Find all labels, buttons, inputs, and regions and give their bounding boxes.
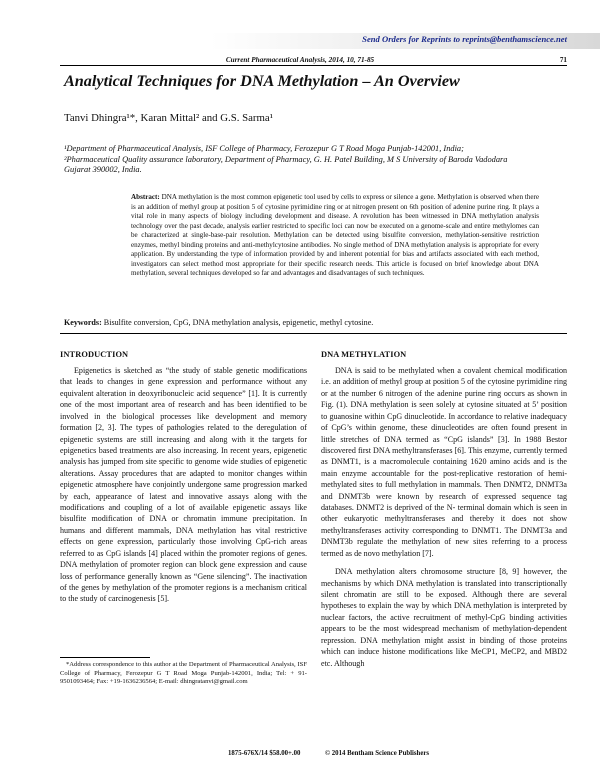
reprint-notice[interactable]: Send Orders for Reprints to reprints@benthamscience.net [362, 34, 567, 44]
paragraph: DNA methylation alters chromosome structure [8, 9] however, the mechanisms by which DNA methylation is translated into transcriptionally silent chromatin are still to be exposed. Although there are several hypotheses to explain the way by which DNA methylation is interpreted by nuclear factors, the active recruitment of methyl-CpG binding activities appears to be the most widespread mechanism of methylation-dependent repression. DNA methylation might assist in binding of those proteins which can induce histone modifications like MeCP1, MeCP2, and MBD2 etc. Although [321, 567, 567, 668]
abstract-divider [60, 333, 567, 334]
keywords [64, 318, 544, 327]
header-divider [60, 65, 567, 66]
abstract-text: DNA methylation is the most common epigenetic tool used by cells to express or silence a gene. Methylation is observed when there is an addition of methyl group at position 5 of cytosine pyrimidine ring or at nitrogen present on 6th position of adenine purine ring. It plays a vital role in many aspects of biology including development and disease. A revolution has been witnessed in DNA methylation analysis technology over the past decade, analysis earlier restricted to specific loci can now be executed on a genome-scale and entire methylomes can be characterized at single-base-pair resolution. Methylation can be detected using bisulfite conversion, methylation-sensitive restriction enzymes, methyl binding proteins and anti-methylcytosine antibodies. No single method of DNA methylation analysis is appropriate for every application. By understanding the type of information provided by and inherent potential for bias and artifacts associated with each method, investigators can select method most appropriate for their specific research needs. This article is focused on brief knowledge about DNA methylation, several techniques developed so far and advantages and disadvantages of such techniques. [131, 193, 539, 278]
keywords-text: Bisulfite conversion, CpG, DNA methylation analysis, epigenetic, methyl cytosine. [103, 318, 374, 327]
left-column-body [60, 365, 307, 605]
footnote-text: *Address correspondence to this author at the Department of Pharmaceutical Analysis, ISF College of Pharmacy, Ferozepur G T Road Moga Punjab-142001, India; Tel: + 91-9501093464; Fax: +19-1636236564; E-mail: dhingratanvi@gmail.com [60, 661, 307, 686]
section-heading-dna-methylation: DNA METHYLATION [321, 350, 407, 359]
page-number: 71 [559, 56, 567, 64]
article-title: Analytical Techniques for DNA Methylation – An Overview [64, 72, 460, 90]
abstract-label: Abstract: [131, 193, 160, 201]
footnote-rule [60, 657, 150, 658]
author-list: Tanvi Dhingra¹*, Karan Mittal² and G.S. Sarma¹ [64, 112, 273, 124]
paragraph: Epigenetics is sketched as “the study of stable genetic modifications that leads to changes in gene expression and performance without any equivalent alteration in deoxyribonucleic acid sequence” [1]. It is currently one of the most important area of research and has been identified to be involved in the biological processes like development and memory formation [2, 3]. The types of pathologies related to the deregulation of epigenetic systems are still increasing and along with it the targets for epigenetics based treatments are also increasing. In recent years, epigenetic analysis has jumped from site specific to genome wide studies of epigenetic alterations. Assay procedures that are adapted to monitor changes within epigenetic atmosphere have conjointly undergone same progression marked by each, appearance of latest and innovative assays along with the modifications and coupling of a lot of available epigenetic assays like bisulfite modification of DNA or chromatin immune precipitation. In humans and different mammals, DNA methylation has vital restrictive effects on gene expression, particularly those involving CpG-rich areas referred to as CpG islands [4] placed within the promoter regions of genes. DNA methylation of promoter region can block gene expression and cause loss of performance generally known as “Gene silencing”. The inactivation of the genes by methylation of the promoter regions is a mechanism critical to the study of carcinogenesis [5]. [60, 366, 307, 604]
paragraph: DNA is said to be methylated when a covalent chemical modification i.e. an addition of methyl group at position 5 of the cytosine pyrimidine ring or at the number 6 nitrogen of the adenine purine ring occurs as shown in Fig. (1). DNA methylation is seen solely at cytosine situated at 5’ position to guanosine within CpG dinucleotide. In accordance to relative inadequacy of CpG’s within genome, these dinucleotides are often found present in little stretches of DNA termed as “CpG islands” [3]. In 1988 Bestor discovered first DNA methyltransferases [6]. This enzyme, currently termed as DNMT1, is a macromolecule containing 1620 amino acids and is the main enzyme accountable for the post-replicative restoration of hemi-methylated sites to full methylation in mammals. Then DNMT2, DNMT3a and DNMT3b were known by research of expressed sequence tag databases. DNMT2 is deprived of the N- terminal domain which is seen in other eukaryotic methyltransferases and thereby it does not show methyltransferases activity corresponding to DNMT1. The DNMT3a and DNMT3b regulate the methylation of new sites referring to a process termed as de novo methylation [7]. [321, 366, 567, 558]
affiliation-2: ²Pharmaceutical Quality assurance laboratory, Department of Pharmacy, G. H. Patel Building, M S University of Baroda Vadodara Gujarat 390002, India. [64, 154, 508, 175]
section-heading-introduction: INTRODUCTION [60, 350, 129, 359]
affiliation-1: ¹Department of Pharmaceutical Analysis, ISF College of Pharmacy, Ferozepur G T Road Moga Punjab-142001, India; [64, 144, 464, 153]
affiliations [64, 144, 536, 176]
copyright: © 2014 Bentham Science Publishers [325, 750, 430, 757]
issn-price: 1875-676X/14 $58.00+.00 [228, 750, 301, 757]
keywords-label: Keywords: [64, 318, 102, 327]
correspondence-footnote [60, 661, 307, 687]
journal-citation: Current Pharmaceutical Analysis, 2014, 10, 71-85 [225, 56, 375, 64]
right-column-body [321, 365, 567, 669]
abstract [131, 193, 539, 279]
